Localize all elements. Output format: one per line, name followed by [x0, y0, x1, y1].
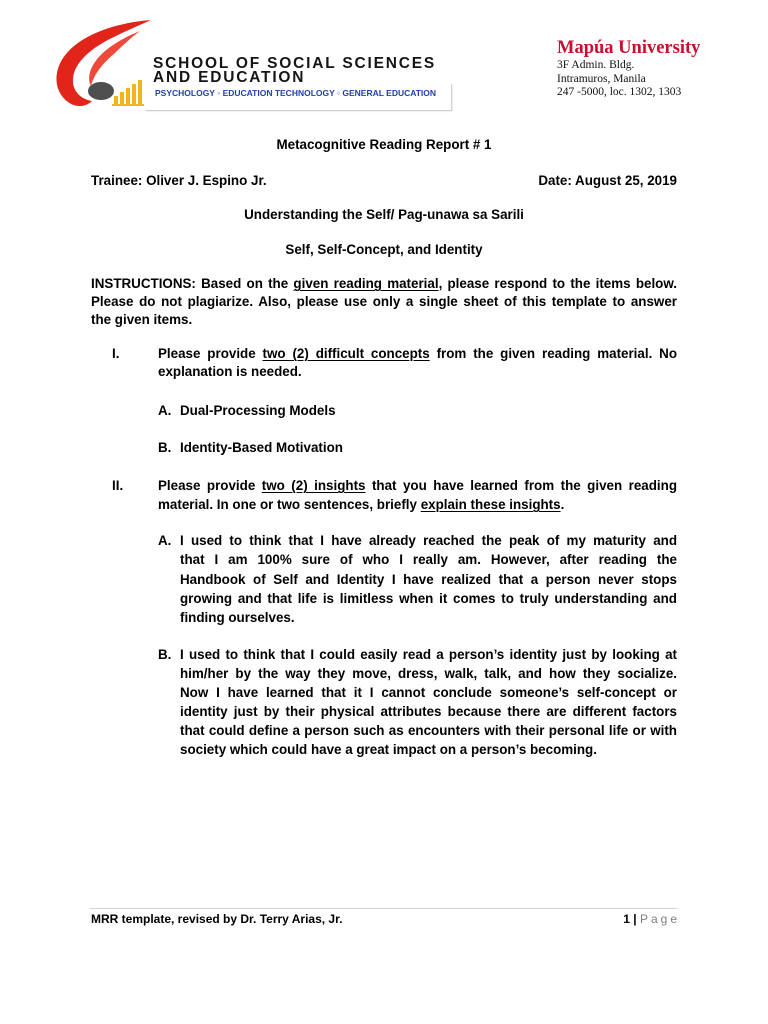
text-line — [180, 531, 677, 550]
text-run: I used to think that I could easily read a person’s identity just by looking at — [180, 647, 677, 662]
text-run: that I am 100% sure of who I really am. However, after reading the — [180, 552, 677, 568]
text-line — [180, 740, 677, 759]
text-run: Please provide — [158, 478, 262, 493]
text-line — [158, 495, 677, 514]
text-run: Please provide — [158, 346, 263, 361]
subitem-marker: B. — [158, 440, 172, 455]
departments-tagline: PSYCHOLOGY ◦ EDUCATION TECHNOLOGY ◦ GENERAL EDUCATION — [155, 88, 437, 98]
text-line — [91, 275, 677, 293]
text-run: Handbook of Self and Identity I have realized that a person never stops — [180, 571, 677, 587]
page-indicator — [623, 910, 680, 928]
text-line — [158, 345, 677, 363]
text-run: Now I have learned that it I cannot conclude someone’s self-concept or — [180, 685, 677, 700]
text-line — [158, 363, 677, 381]
footer-credit: MRR template, revised by Dr. Terry Arias, Jr. — [91, 912, 343, 926]
text-line — [91, 311, 677, 329]
text-run: Please do not plagiarize. Also, please use only a single sheet of this template to answer — [91, 294, 677, 309]
subitem-marker: A. — [158, 403, 172, 418]
text-run: growing and that life is limitless when it comes to truly understanding and — [180, 590, 677, 606]
text-run: Dual-Processing Models — [180, 403, 336, 418]
text-line — [180, 608, 677, 627]
report-title: Metacognitive Reading Report # 1 — [276, 137, 492, 152]
text-line — [180, 438, 677, 457]
item-marker: I. — [112, 346, 120, 361]
text-run: I used to think that I have already reached the peak of my maturity and — [180, 533, 677, 548]
text-run: from the given reading material. No — [429, 346, 678, 361]
text-run: , please respond to the items below. — [438, 276, 677, 291]
text-run: the given items. — [91, 312, 193, 327]
page-label: Page — [639, 912, 680, 926]
text-run: explanation is needed. — [158, 364, 302, 379]
school-name-line-1: SCHOOL OF SOCIAL SCIENCES — [153, 55, 436, 72]
footer-divider — [90, 908, 677, 909]
text-run: that you have learned from the given reading — [365, 478, 677, 493]
school-logo — [0, 0, 160, 115]
reading-topic: Self, Self-Concept, and Identity — [285, 242, 483, 257]
address-line: 247 -5000, loc. 1302, 1303 — [557, 86, 682, 98]
text-line — [180, 570, 677, 589]
underlined-phrase: two (2) difficult concepts — [262, 346, 430, 361]
item-prompt — [158, 476, 677, 514]
page-number: 1 — [623, 912, 630, 926]
subitem-marker: A. — [158, 533, 172, 548]
course-subject: Understanding the Self/ Pag-unawa sa Sarili — [244, 207, 524, 222]
underlined-phrase: explain these insights — [420, 497, 561, 512]
subitem-answer — [180, 531, 677, 627]
text-line — [180, 683, 677, 702]
text-run: INSTRUCTIONS: Based on the — [91, 276, 294, 291]
item-prompt — [158, 345, 677, 381]
subitem-answer — [180, 645, 677, 759]
university-name: Mapúa University — [557, 38, 701, 58]
address-line: Intramuros, Manila — [557, 72, 646, 85]
logo-gold-bars — [112, 80, 144, 106]
item-marker: II. — [112, 478, 124, 493]
header-divider — [146, 84, 452, 111]
text-run: finding ourselves. — [180, 610, 295, 625]
text-run: identity just by their physical attributes because there are different factors — [180, 704, 677, 719]
university-address — [557, 59, 681, 100]
text-line — [180, 645, 677, 664]
page-separator: | — [633, 912, 637, 926]
text-run: him/her by the way they move, dress, walk, talk, and how they socialize. — [180, 666, 677, 681]
school-name-line-2: AND EDUCATION — [153, 69, 306, 86]
text-line — [180, 702, 677, 721]
report-meta-row — [91, 171, 677, 190]
address-line: 3F Admin. Bldg. — [557, 59, 635, 71]
text-line — [180, 721, 677, 740]
instructions-paragraph — [91, 275, 677, 329]
logo-gray-circle — [88, 82, 114, 100]
trainee-name: Trainee: Oliver J. Espino Jr. — [91, 173, 267, 188]
text-line — [180, 664, 677, 683]
text-line — [91, 293, 677, 311]
text-run: . — [560, 497, 565, 512]
subitem-marker: B. — [158, 647, 172, 662]
text-run: society which could have a great impact on a person’s becoming. — [180, 742, 597, 757]
text-run: Identity-Based Motivation — [180, 440, 343, 455]
subitem-answer — [180, 401, 677, 420]
text-line — [180, 550, 677, 569]
underlined-phrase: two (2) insights — [261, 478, 366, 493]
report-date: Date: August 25, 2019 — [538, 173, 677, 188]
text-line — [158, 476, 677, 495]
subitem-answer — [180, 438, 677, 457]
text-line — [180, 401, 677, 420]
text-run: material. In one or two sentences, briefly — [158, 497, 421, 512]
underlined-phrase: given reading material — [293, 276, 439, 291]
text-line — [180, 589, 677, 608]
text-run: that could define a person such as encounters with their personal life or with — [180, 723, 677, 738]
